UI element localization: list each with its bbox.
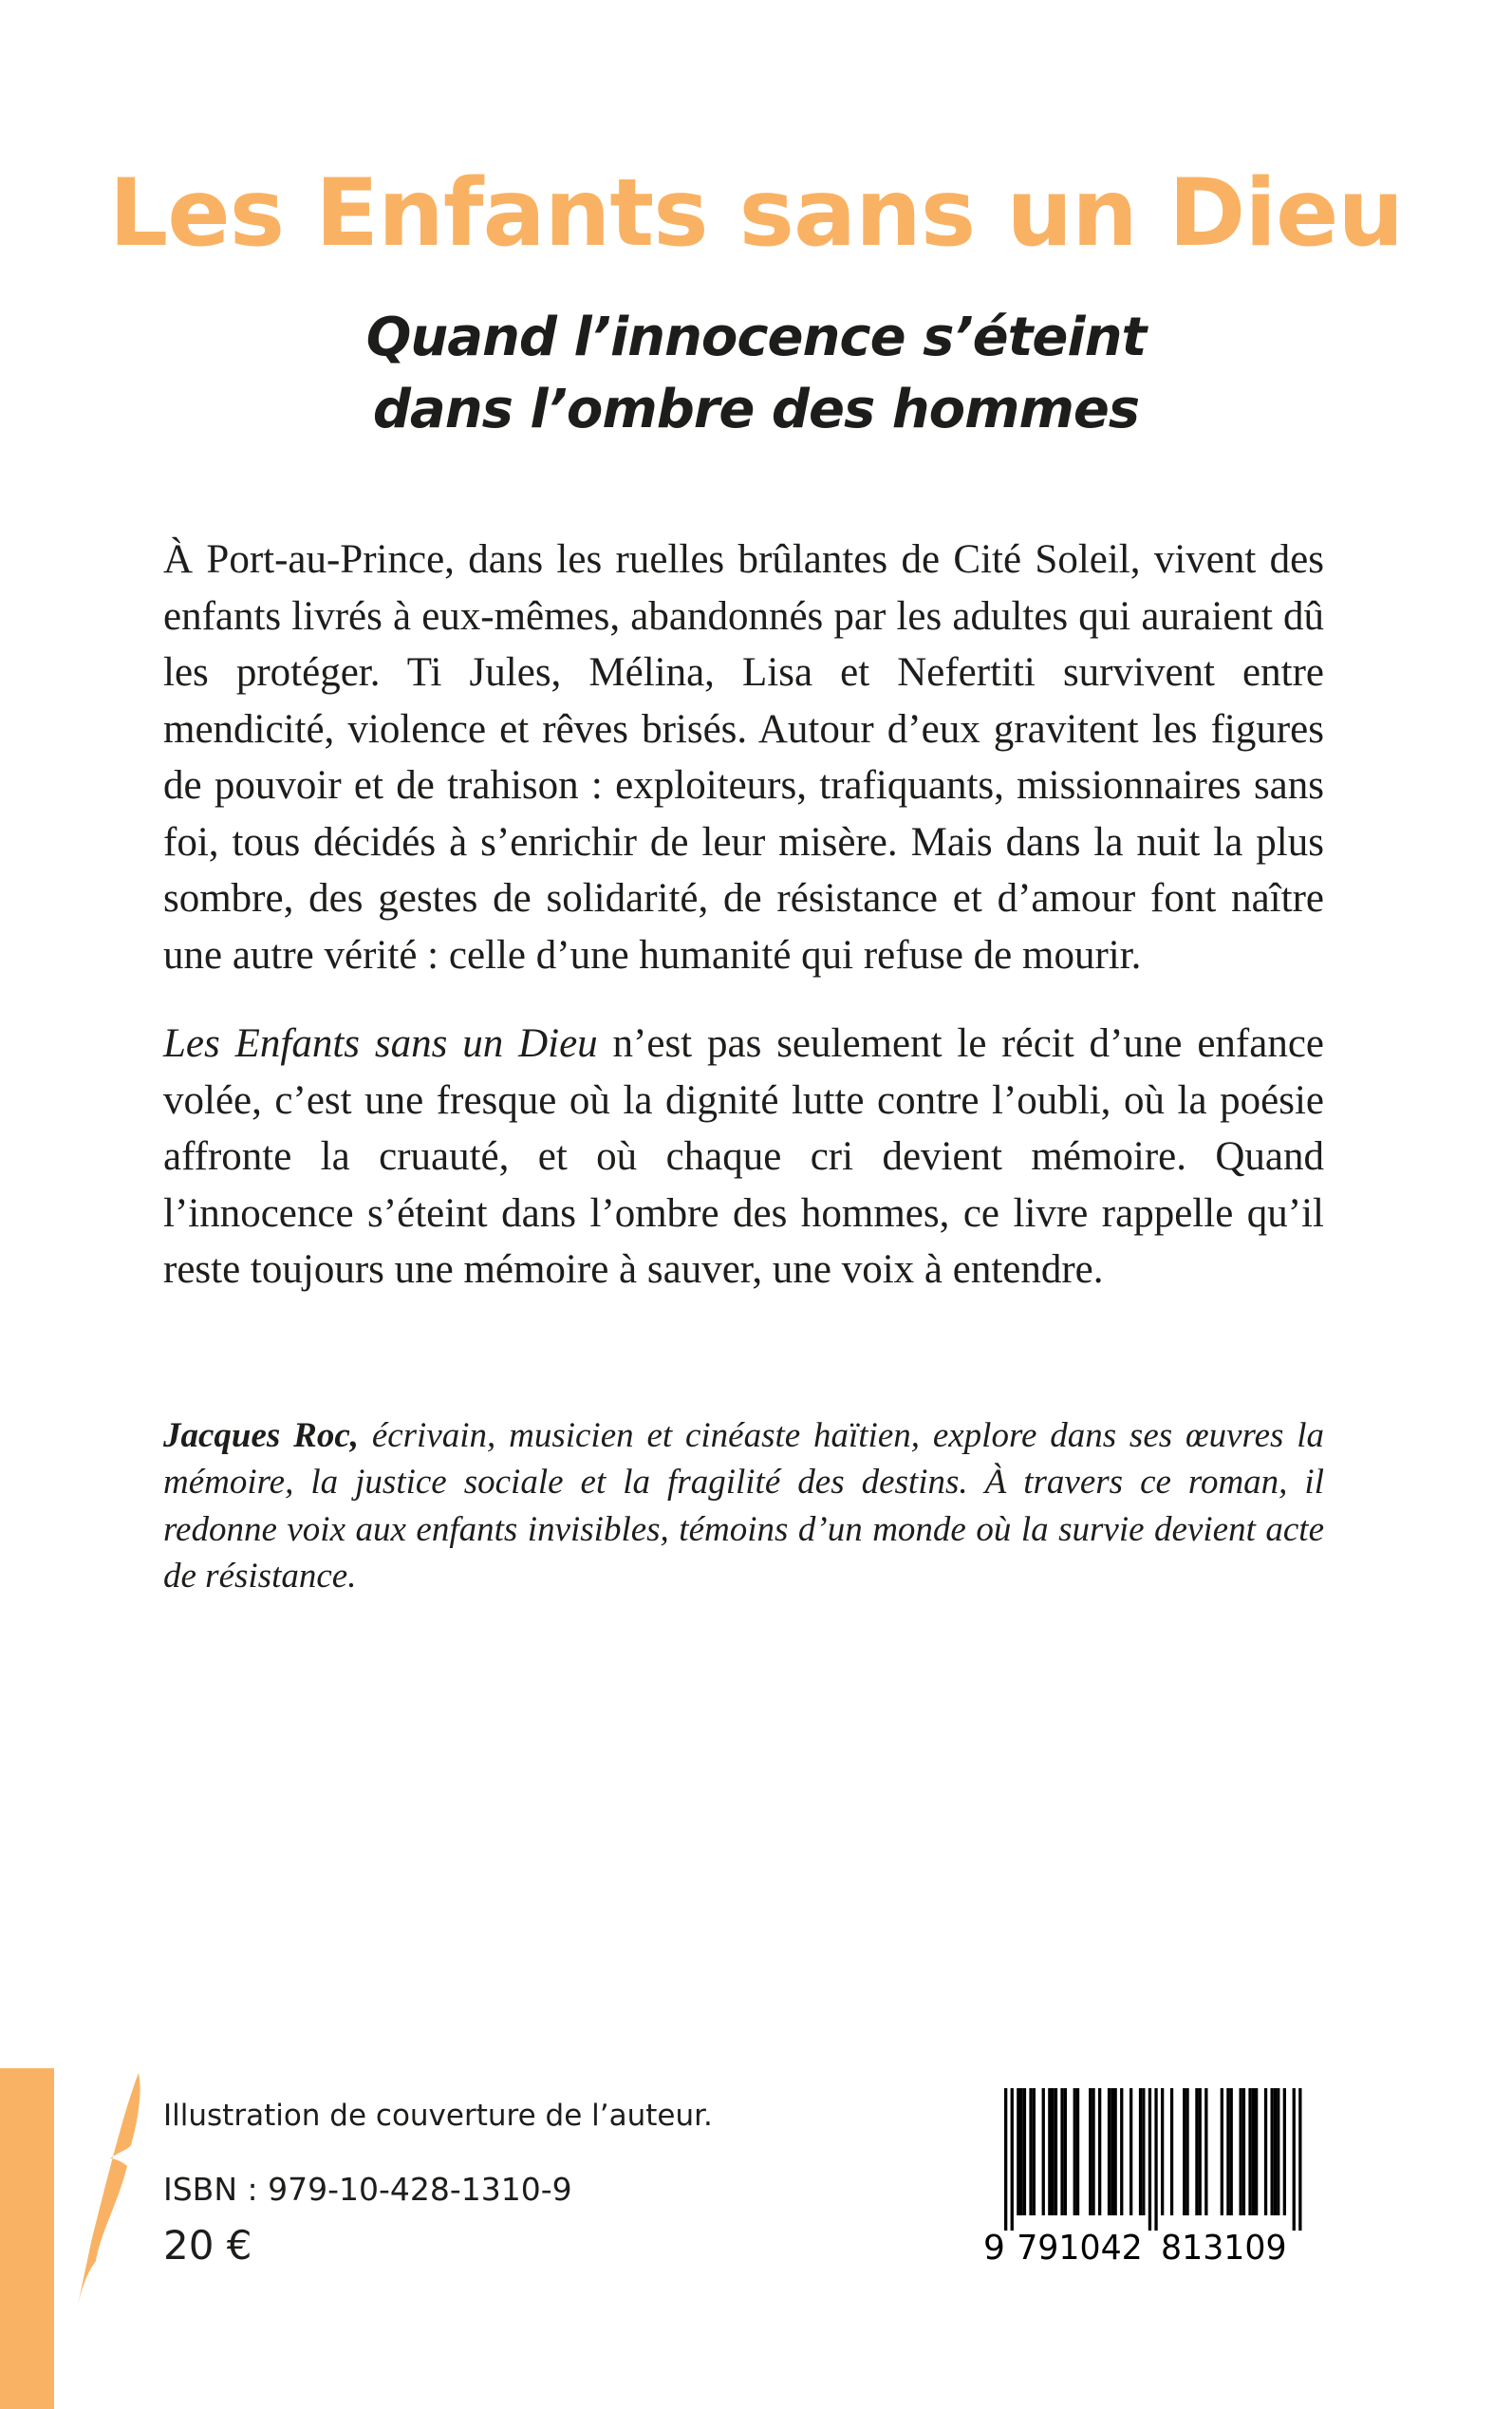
barcode-bar [1111,2088,1113,2215]
barcode-bar [1170,2088,1173,2215]
accent-strip [0,2068,54,2409]
barcode-bar [1252,2088,1255,2215]
barcode-bar [1293,2088,1296,2231]
feather-logo-icon [72,2071,148,2313]
barcode-bar [1139,2088,1142,2215]
barcode-bar [1271,2088,1274,2215]
barcode-bar [1298,2088,1301,2231]
barcode-bar [1020,2088,1023,2215]
barcode-bar [1064,2088,1067,2215]
barcode-bar [1248,2088,1251,2215]
barcode-bar [1052,2088,1055,2215]
book-title-inline: Les Enfants sans un Dieu [163,1021,598,1066]
barcode-bar [1277,2088,1279,2215]
barcode-bar [1255,2088,1258,2215]
barcode-digits: 9 [983,2229,1005,2268]
synopsis-paragraph-1 [163,532,1324,983]
barcode-bar [1283,2088,1286,2215]
barcode-bar [1098,2088,1101,2215]
barcode-digits: 813109 [1161,2229,1287,2268]
barcode-bar [1264,2088,1267,2215]
barcode-bar [1114,2088,1117,2215]
barcode-bar [1148,2088,1151,2231]
barcode-bar [1161,2088,1164,2215]
back-cover-text [163,532,1324,1600]
synopsis-text-2 [163,1016,1324,1298]
barcode-digits: 791042 [1017,2229,1143,2268]
author-name: Jacques Roc, [163,1415,359,1455]
barcode-bar [1076,2088,1079,2215]
barcode-bar [1042,2088,1045,2215]
synopsis-text-2-body: n’est pas seulement le récit d’une enfance volée, c’est une fresque où la dignité lutte contre l’oubli, où la poésie affronte la cruauté, et où chaque cri devient mémoire. Quand l’innocence s’éteint dans l’ombre des hommes, ce livre rappelle qu’il reste toujours une mémoire à sauver, une voix à entendre. [163,1021,1324,1292]
barcode-bar [1199,2088,1202,2215]
barcode-bar [1185,2088,1188,2215]
barcode-bar [1011,2088,1014,2231]
barcode-bar [1183,2088,1185,2215]
barcode-bar [1154,2088,1157,2231]
barcode-bar [1195,2088,1198,2215]
barcode [983,2088,1325,2269]
barcode-bar [1242,2088,1245,2215]
author-bio [163,1412,1324,1600]
illustration-credit: Illustration de couverture de l’auteur. [163,2099,713,2133]
barcode-bar [1092,2088,1094,2215]
barcode-bar [1023,2088,1026,2215]
isbn: ISBN : 979-10-428-1310-9 [163,2171,572,2208]
author-bio-text: écrivain, musicien et cinéaste haïtien, explore dans ses œuvres la mémoire, la justice sociale et la fragilité des destins. À travers ce roman, il redonne voix aux enfants invisibles, témoins d’un monde où la survie devient acte de résistance. [163,1415,1324,1596]
barcode-bar [1017,2088,1019,2215]
barcode-bar [1048,2088,1051,2215]
barcode-bar [1108,2088,1111,2215]
barcode-bar [1073,2088,1076,2215]
subtitle-line-1: Quand l’innocence s’éteint [365,307,1147,368]
barcode-bar [1221,2088,1223,2215]
barcode-bar [1204,2088,1207,2215]
barcode-bar [1120,2088,1123,2215]
synopsis-text: À Port-au-Prince, dans les ruelles brûlantes de Cité Soleil, vivent des enfants livrés à eux-mêmes, abandonnés par les adultes qui auraient dû les protéger. Ti Jules, Mélina, Lisa et Nefertiti survivent entre mendicité, violence et rêves brisés. Autour d’eux gravitent les figures de pouvoir et de trahison : exploiteurs, trafiquants, missionnaires sans foi, tous décidés à s’enrichir de leur misère. Mais dans la nuit la plus sombre, des gestes de solidarité, de résistance et d’amour font naître une autre vérité : celle d’une humanité qui refuse de mourir. [163,537,1324,978]
price: 20 € [163,2222,252,2269]
barcode-bar [1060,2088,1063,2215]
barcode-bar [1089,2088,1092,2215]
barcode-bar [1055,2088,1057,2215]
barcode-bar [1274,2088,1277,2215]
synopsis-paragraph-2 [163,1016,1324,1298]
book-subtitle [0,302,1512,446]
barcode-bar [1240,2088,1242,2215]
book-title: Les Enfants sans un Dieu [108,159,1404,268]
barcode-bar [1033,2088,1036,2215]
barcode-bar [1004,2088,1007,2231]
subtitle-line-2: dans l’ombre des hommes [372,379,1140,440]
barcode-bar [1230,2088,1233,2215]
barcode-bar [1129,2088,1132,2215]
barcode-bar [1142,2088,1145,2215]
barcode-bar [1226,2088,1229,2215]
barcode-bar [1029,2088,1032,2215]
